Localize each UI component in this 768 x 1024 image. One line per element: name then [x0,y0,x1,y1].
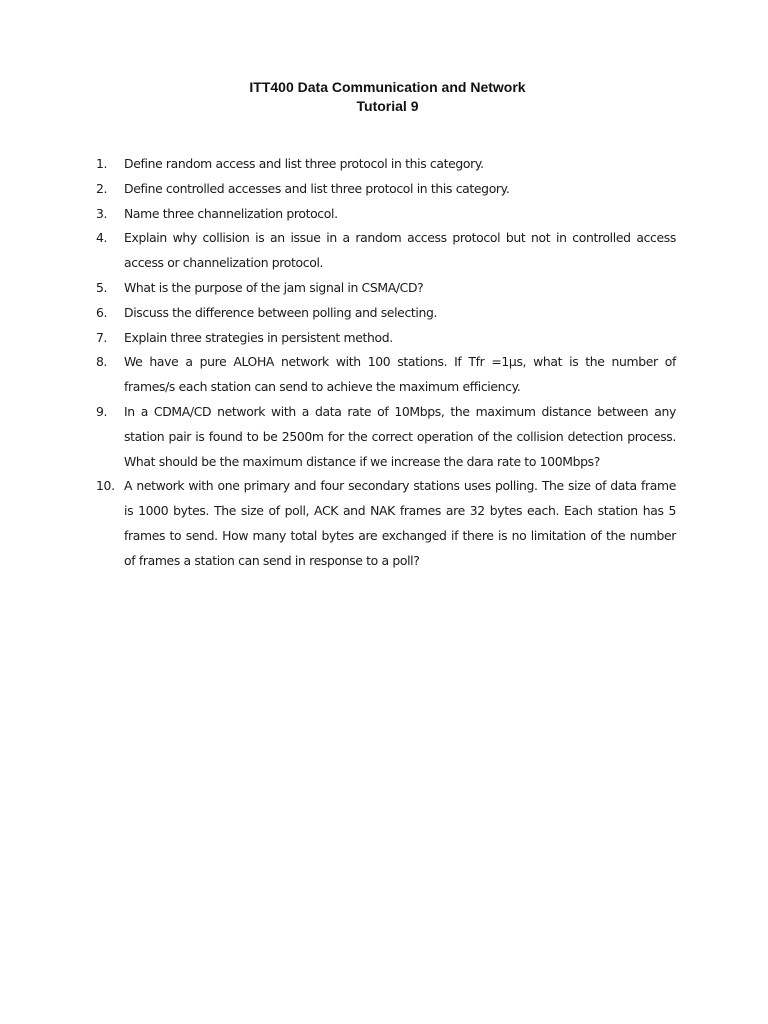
question-text: We have a pure ALOHA network with 100 stations. If Tfr =1µs, what is the number of frames/s each station can send to achieve the maximum efficiency. [124,354,676,395]
question-text: A network with one primary and four secondary stations uses polling. The size of data frame is 1000 bytes. The size of poll, ACK and NAK frames are 32 bytes each. Each station has 5 frames to send. How many total bytes are exchanged if there is no limitation of the number of frames a station can send in response to a poll? [124,478,676,568]
question-number: 4. [96,230,108,246]
question-text: What is the purpose of the jam signal in CSMA/CD? [124,279,424,295]
question-text: Explain why collision is an issue in a random access protocol but not in controlled access access or channelization protocol. [124,230,676,271]
question-number: 2. [96,180,108,196]
question-item [96,350,676,400]
question-number: 8. [96,354,108,370]
question-number: 6. [96,304,108,320]
question-number: 7. [96,329,108,345]
question-item [96,226,676,276]
question-list [96,152,676,574]
question-item [96,474,676,573]
question-item [96,301,676,326]
tutorial-title: Tutorial 9 [356,98,419,114]
question-text: Discuss the difference between polling and selecting. [124,304,438,320]
question-text: Name three channelization protocol. [124,205,338,221]
question-item [96,202,676,227]
question-text: Explain three strategies in persistent method. [124,329,393,345]
question-text: In a CDMA/CD network with a data rate of 10Mbps, the maximum distance between any station pair is found to be 2500m for the correct operation of the collision detection process. What should be the maximum distance if we increase the dara rate to 100Mbps? [124,403,676,469]
question-text: Define controlled accesses and list three protocol in this category. [124,180,510,196]
question-item [96,276,676,301]
question-number: 10. [96,478,115,494]
document-header [0,78,768,116]
question-item [96,326,676,351]
course-title: ITT400 Data Communication and Network [249,79,526,95]
question-number: 9. [96,403,108,419]
question-item [96,400,676,474]
question-number: 5. [96,279,108,295]
question-item [96,152,676,177]
question-number: 3. [96,205,108,221]
question-item [96,177,676,202]
question-text: Define random access and list three protocol in this category. [124,156,484,171]
question-number: 1. [96,156,108,171]
